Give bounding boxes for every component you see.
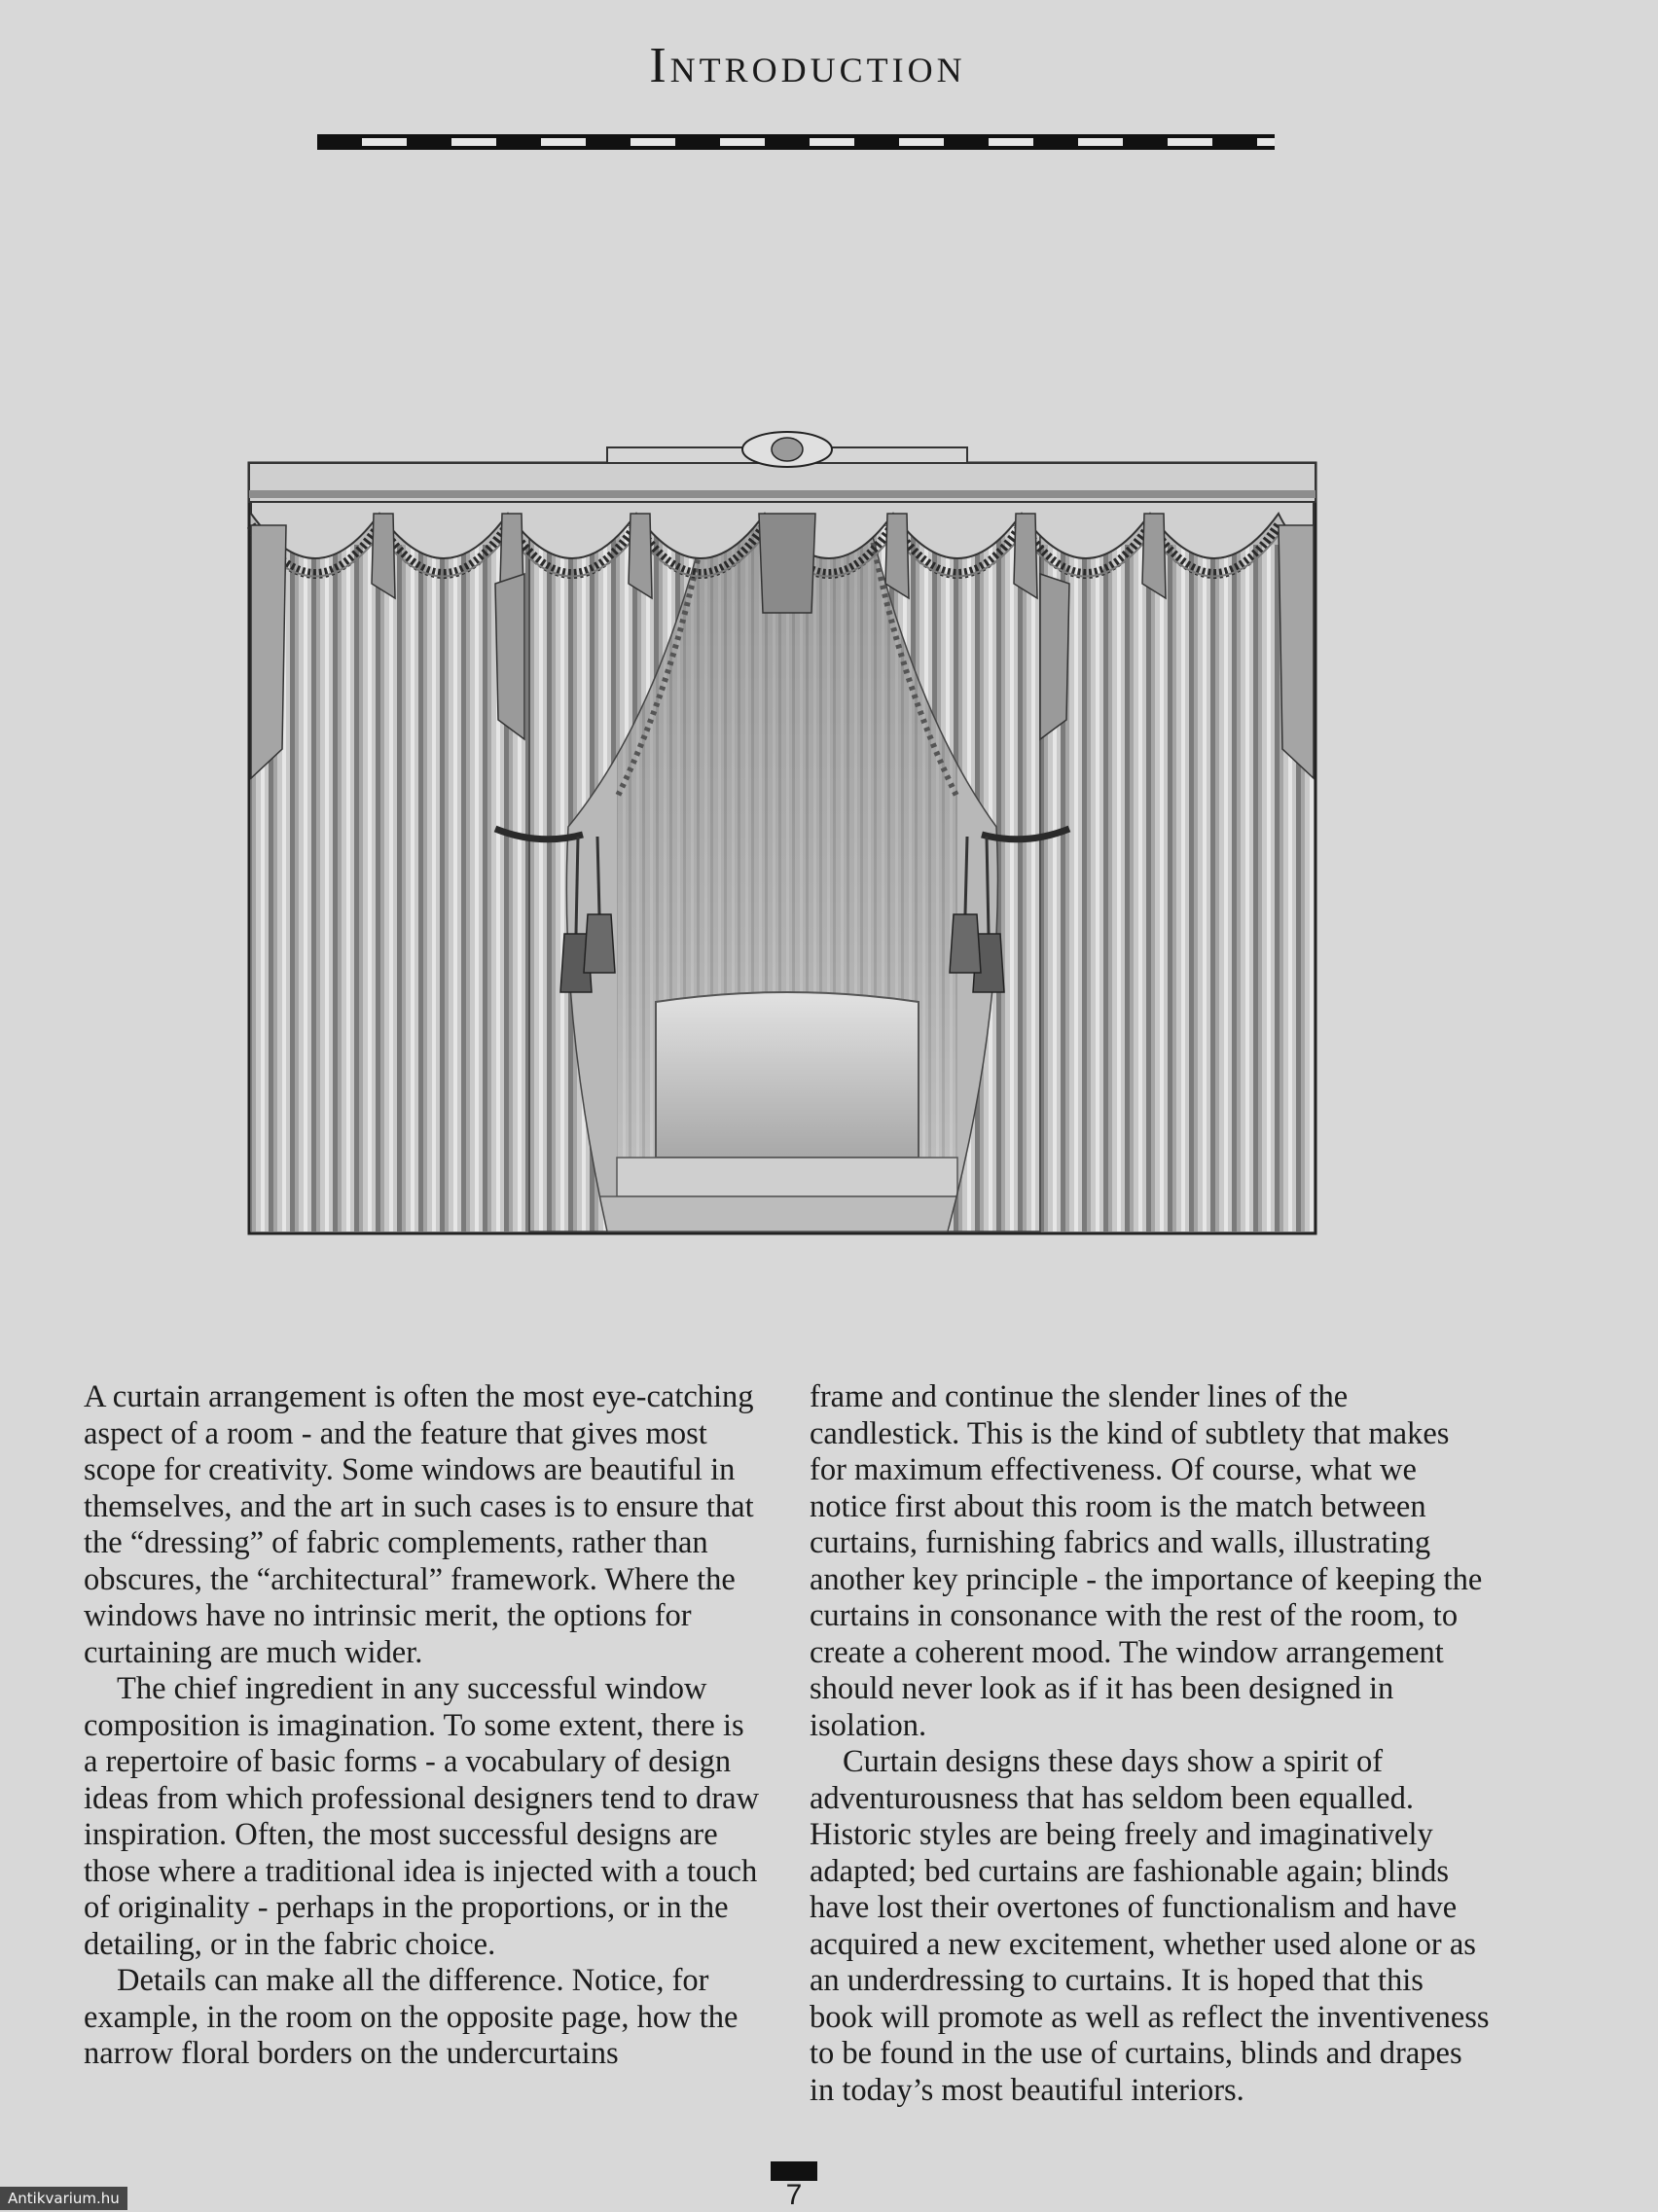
watermark: Antikvarium.hu [0, 2187, 127, 2210]
paragraph: The chief ingredient in any successful window composition is imagination. To some extent, there is a repertoire of basic forms - a vocabulary of design ideas from which professional designers tend to draw inspiration. Often, the most successful designs are those where a traditional idea is injected with a touch of originality - perhaps in the proportions, or in the detailing, or in the fabric choice. [84, 1671, 760, 1962]
title-rule [317, 134, 1275, 150]
page-title: Introduction [649, 38, 966, 93]
paragraph: frame and continue the slender lines of the candlestick. This is the kind of subtlety that makes for maximum effectiveness. Of course, what we notice first about this room is the match between curtains, furnishing fabrics and walls, illustrating another key principle - the importance of keeping the curtains in consonance with the rest of the room, to create a coherent mood. The window arrangement should never look as if it has been designed in isolation. [810, 1379, 1483, 1743]
paragraph: Curtain designs these days show a spirit of adventurousness that has seldom been equalled. Historic styles are being freely and imaginatively adapted; bed curtains are fashionable again; blinds have lost their overtones of functionalism and have acquired a new excitement, whether used alone or as an underdressing to curtains. It is hoped that this book will promote as well as reflect the inventiveness to be found in the use of curtains, blinds and drapes in today’s most beautiful interiors. [810, 1744, 1490, 2108]
page-number: 7 [785, 2179, 803, 2211]
curtain-illustration [247, 428, 1317, 1235]
paragraph: Details can make all the difference. Notice, for example, in the room on the opposite page, how the narrow floral borders on the undercurtains [84, 1963, 739, 2071]
paragraph: A curtain arrangement is often the most eye-catching aspect of a room - and the feature that gives most scope for creativity. Some windows are beautiful in themselves, and the art in such cases is to ensure that the “dressing” of fabric complements, rather than obscures, the “architectural” framework. Where the windows have no intrinsic merit, the options for curtaining are much wider. [84, 1379, 754, 1670]
page-marker [771, 2161, 817, 2181]
left-outer-curtain [251, 545, 533, 1231]
right-outer-curtain [1035, 545, 1314, 1231]
text-column-left [84, 1379, 765, 2073]
window-seat [656, 992, 919, 1158]
text-column-right [810, 1379, 1491, 2109]
